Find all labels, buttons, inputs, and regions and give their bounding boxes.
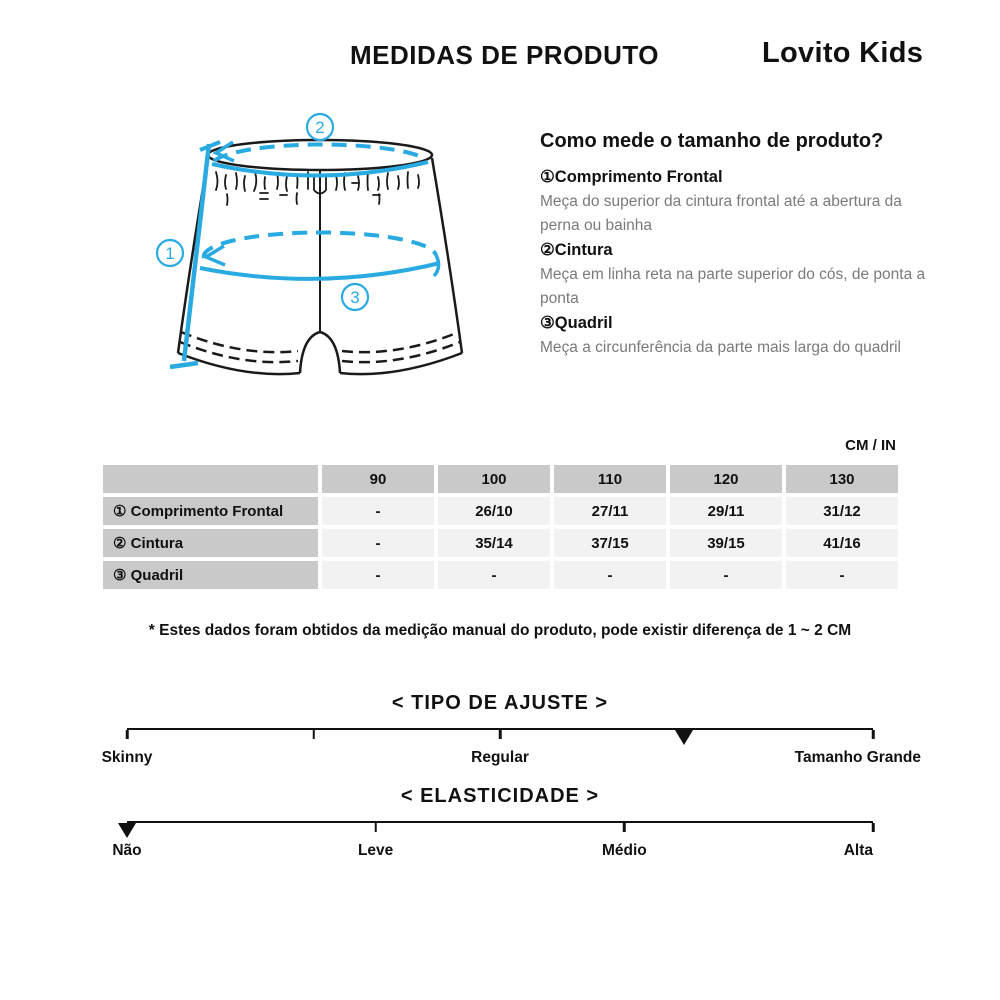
shorts-measurement-diagram: [130, 105, 510, 405]
scale-tick: [374, 823, 377, 832]
value-cell: 27/11: [554, 497, 666, 525]
scale-tick: [872, 823, 875, 832]
elasticity-label-medio: Médio: [601, 842, 647, 859]
row-label-cell: ③ Quadril: [103, 561, 318, 589]
callout-1-number: 1: [165, 244, 175, 263]
circled-number-1: ①: [540, 168, 555, 186]
callout-2-number: 2: [315, 118, 325, 137]
size-column-header: 100: [438, 465, 550, 493]
elasticity-label-alta: Alta: [843, 842, 873, 859]
fit-label-skinny: Skinny: [101, 749, 153, 766]
value-cell: -: [670, 561, 782, 589]
circled-number-3: ③: [540, 314, 555, 332]
value-cell: -: [786, 561, 898, 589]
howto-item-desc: Meça a circunferência da parte mais larga do quadril: [540, 339, 901, 356]
table-corner-cell: [103, 465, 318, 493]
value-cell: -: [322, 561, 434, 589]
scale-tick: [872, 730, 875, 739]
size-column-header: 130: [786, 465, 898, 493]
unit-label: CM / IN: [845, 437, 896, 454]
callout-3-number: 3: [350, 288, 360, 307]
measurement-overlays: [170, 142, 440, 367]
fit-label-tamanho-grande: Tamanho Grande: [794, 749, 921, 766]
howto-item-title: Cintura: [554, 241, 613, 259]
circled-number-2: ②: [540, 241, 555, 259]
scale-tick: [126, 730, 129, 739]
howto-item-desc: Meça em linha reta na parte superior do cós, de ponta a ponta: [540, 266, 926, 307]
fit-type-marker-triangle: [675, 730, 693, 745]
size-column-header: 110: [554, 465, 666, 493]
value-cell: 35/14: [438, 529, 550, 557]
fit-label-regular: Regular: [471, 749, 529, 766]
measurement-footnote: * Estes dados foram obtidos da medição manual do produto, pode existir diferença de 1 ~ 2 CM: [148, 622, 852, 639]
elasticity-scale-title: < ELASTICIDADE >: [400, 785, 600, 807]
value-cell: -: [554, 561, 666, 589]
row-label-cell: ① Comprimento Frontal: [103, 497, 318, 525]
howto-item-front-length: [540, 164, 935, 237]
howto-item-title: Comprimento Frontal: [554, 168, 723, 186]
howto-heading: Como mede o tamanho de produto?: [540, 130, 884, 152]
value-cell: 41/16: [786, 529, 898, 557]
size-column-header: 90: [322, 465, 434, 493]
table-row-waist: [103, 529, 898, 557]
brand-logo: Lovito Kids: [762, 37, 924, 69]
waist-dashed-ellipse: [214, 145, 426, 161]
scale-tick: [623, 823, 626, 832]
elasticity-marker-triangle: [118, 823, 136, 838]
row-label-cell: ② Cintura: [103, 529, 318, 557]
howto-item-title: Quadril: [554, 314, 613, 332]
value-cell: 37/15: [554, 529, 666, 557]
size-column-header: 120: [670, 465, 782, 493]
elasticity-label-nao: Não: [112, 842, 142, 859]
page-title: MEDIDAS DE PRODUTO: [350, 40, 659, 70]
fit-type-scale: [90, 692, 921, 769]
table-row-front-length: [103, 497, 898, 525]
value-cell: 26/10: [438, 497, 550, 525]
value-cell: 29/11: [670, 497, 782, 525]
value-cell: 31/12: [786, 497, 898, 525]
howto-item-hip: [540, 310, 935, 360]
table-row-hip: [103, 561, 898, 589]
value-cell: -: [438, 561, 550, 589]
value-cell: -: [322, 497, 434, 525]
size-table: [99, 461, 902, 593]
howto-section: [540, 130, 935, 360]
crotch-notch: [300, 332, 340, 373]
fit-type-scale-line: [127, 728, 873, 742]
elasticity-scale-line: [127, 821, 873, 835]
elasticity-scale: [90, 785, 910, 862]
elasticity-label-leve: Leve: [357, 842, 394, 859]
value-cell: 39/15: [670, 529, 782, 557]
howto-item-waist: [540, 237, 935, 310]
scale-tick: [312, 730, 315, 739]
scale-tick: [499, 730, 502, 739]
howto-item-desc: Meça do superior da cintura frontal até a abertura da perna ou bainha: [540, 193, 902, 234]
table-header-row: [103, 465, 898, 493]
value-cell: -: [322, 529, 434, 557]
fit-type-scale-title: < TIPO DE AJUSTE >: [391, 692, 609, 714]
hem-stitching: [180, 332, 460, 362]
